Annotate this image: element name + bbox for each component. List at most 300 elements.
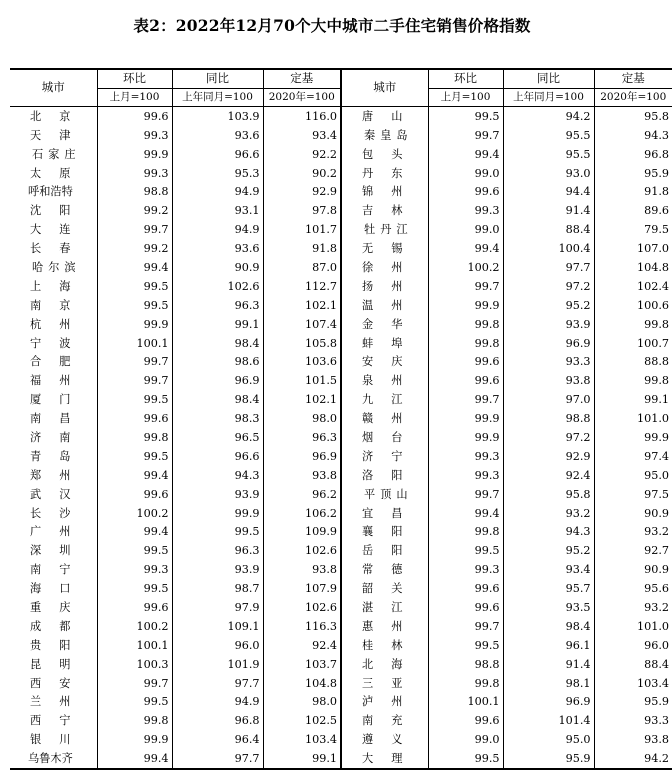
city-name-right: 湛江 <box>341 598 428 617</box>
base-value-left: 102.1 <box>263 390 341 409</box>
mom-value-left: 99.5 <box>97 447 172 466</box>
city-name-right: 宜昌 <box>341 504 428 523</box>
table-row <box>10 201 672 220</box>
mom-value-right: 99.7 <box>428 277 503 296</box>
mom-header-left: 环比 <box>97 69 172 89</box>
yoy-value-left: 99.9 <box>172 504 263 523</box>
city-name-left: 沈阳 <box>30 204 89 218</box>
yoy-value-right: 93.3 <box>503 353 594 372</box>
city-name-right: 牡丹江 <box>341 220 428 239</box>
base-value-right: 102.4 <box>594 277 672 296</box>
yoy-value-right: 100.4 <box>503 239 594 258</box>
mom-value-right: 99.9 <box>428 409 503 428</box>
city-name-right: 徐州 <box>341 258 428 277</box>
yoy-value-left: 96.8 <box>172 712 263 731</box>
mom-value-right: 99.6 <box>428 353 503 372</box>
city-name-right: 泉州 <box>341 371 428 390</box>
base-value-right: 95.9 <box>594 693 672 712</box>
yoy-value-right: 95.2 <box>503 541 594 560</box>
table-row <box>10 334 672 353</box>
mom-value-left: 100.2 <box>97 617 172 636</box>
base-value-left: 97.8 <box>263 201 341 220</box>
table-row <box>10 371 672 390</box>
yoy-value-right: 96.9 <box>503 693 594 712</box>
yoy-value-left: 94.9 <box>172 183 263 202</box>
city-name-right: 唐山 <box>341 107 428 126</box>
mom-value-right: 99.9 <box>428 428 503 447</box>
city-name-right: 丹东 <box>341 164 428 183</box>
city-name-left: 福州 <box>30 374 89 388</box>
mom-value-left: 99.4 <box>97 466 172 485</box>
table-row <box>10 523 672 542</box>
yoy-value-left: 96.0 <box>172 636 263 655</box>
table-row <box>10 428 672 447</box>
yoy-value-left: 97.9 <box>172 598 263 617</box>
base-value-left: 102.5 <box>263 712 341 731</box>
base-value-left: 104.8 <box>263 674 341 693</box>
mom-value-right: 99.8 <box>428 334 503 353</box>
yoy-value-left: 93.6 <box>172 239 263 258</box>
yoy-value-left: 96.4 <box>172 730 263 749</box>
yoy-value-left: 94.3 <box>172 466 263 485</box>
base-value-right: 97.5 <box>594 485 672 504</box>
base-value-left: 102.6 <box>263 598 341 617</box>
base-value-left: 102.6 <box>263 541 341 560</box>
base-value-left: 101.5 <box>263 371 341 390</box>
table-row <box>10 541 672 560</box>
city-name-right: 赣州 <box>341 409 428 428</box>
city-name-right: 秦皇岛 <box>341 126 428 145</box>
base-value-right: 90.9 <box>594 560 672 579</box>
table-row <box>10 749 672 769</box>
mom-value-left: 99.7 <box>97 371 172 390</box>
table-body <box>10 107 672 770</box>
yoy-value-left: 96.9 <box>172 371 263 390</box>
yoy-value-right: 97.0 <box>503 390 594 409</box>
yoy-value-right: 93.0 <box>503 164 594 183</box>
city-header-right: 城市 <box>341 69 428 107</box>
base-value-right: 100.6 <box>594 296 672 315</box>
city-name-left: 重庆 <box>30 601 89 614</box>
mom-value-right: 99.6 <box>428 598 503 617</box>
base-value-right: 93.8 <box>594 730 672 749</box>
city-name-right: 九江 <box>341 390 428 409</box>
base-value-right: 95.6 <box>594 579 672 598</box>
base-value-left: 87.0 <box>263 258 341 277</box>
city-name-right: 桂林 <box>341 636 428 655</box>
city-name-left: 南宁 <box>30 563 89 577</box>
yoy-value-right: 93.4 <box>503 560 594 579</box>
mom-value-left: 99.7 <box>97 674 172 693</box>
mom-value-left: 100.1 <box>97 636 172 655</box>
base-header-left: 定基 <box>263 69 341 89</box>
city-name-right: 包头 <box>341 145 428 164</box>
mom-value-right: 99.6 <box>428 183 503 202</box>
yoy-value-left: 109.1 <box>172 617 263 636</box>
city-name-left: 济南 <box>30 430 89 444</box>
yoy-value-right: 94.4 <box>503 183 594 202</box>
yoy-value-left: 96.5 <box>172 428 263 447</box>
city-name-left: 深圳 <box>30 544 89 558</box>
city-name-right: 蚌埠 <box>341 334 428 353</box>
mom-value-right: 99.3 <box>428 466 503 485</box>
mom-value-left: 99.5 <box>97 277 172 296</box>
table-row <box>10 466 672 485</box>
mom-value-right: 99.8 <box>428 315 503 334</box>
base-value-left: 109.9 <box>263 523 341 542</box>
table-row <box>10 145 672 164</box>
mom-value-left: 99.6 <box>97 485 172 504</box>
yoy-value-right: 97.7 <box>503 258 594 277</box>
yoy-value-left: 97.7 <box>172 674 263 693</box>
yoy-value-left: 99.5 <box>172 523 263 542</box>
mom-header-right: 环比 <box>428 69 503 89</box>
mom-sub-header-right: 上月=100 <box>428 89 503 107</box>
table-row <box>10 504 672 523</box>
mom-value-left: 100.2 <box>97 504 172 523</box>
city-name-right: 温州 <box>341 296 428 315</box>
mom-value-left: 99.3 <box>97 560 172 579</box>
mom-value-right: 99.0 <box>428 730 503 749</box>
city-name-left: 长春 <box>30 242 89 256</box>
mom-value-right: 99.3 <box>428 201 503 220</box>
base-value-right: 94.3 <box>594 126 672 145</box>
base-value-right: 107.0 <box>594 239 672 258</box>
yoy-value-right: 98.4 <box>503 617 594 636</box>
yoy-value-right: 101.4 <box>503 712 594 731</box>
city-name-right: 南充 <box>341 712 428 731</box>
yoy-value-right: 95.5 <box>503 145 594 164</box>
city-name-left: 厦门 <box>30 393 89 407</box>
mom-value-left: 99.2 <box>97 201 172 220</box>
yoy-value-right: 95.8 <box>503 485 594 504</box>
yoy-sub-header-left: 上年同月=100 <box>172 89 263 107</box>
base-value-right: 95.0 <box>594 466 672 485</box>
base-value-right: 93.3 <box>594 712 672 731</box>
city-name-right: 烟台 <box>341 428 428 447</box>
yoy-value-right: 97.2 <box>503 428 594 447</box>
city-name-left: 南昌 <box>30 412 89 426</box>
mom-value-left: 99.5 <box>97 296 172 315</box>
mom-value-right: 99.5 <box>428 541 503 560</box>
table-row <box>10 183 672 202</box>
yoy-value-left: 94.9 <box>172 220 263 239</box>
mom-value-right: 99.4 <box>428 239 503 258</box>
city-name-left: 西安 <box>30 676 89 690</box>
base-value-right: 96.8 <box>594 145 672 164</box>
yoy-value-left: 97.7 <box>172 749 263 769</box>
base-value-left: 107.4 <box>263 315 341 334</box>
city-name-right: 洛阳 <box>341 466 428 485</box>
base-value-left: 103.4 <box>263 730 341 749</box>
city-name-left: 杭州 <box>30 317 89 331</box>
mom-sub-header-left: 上月=100 <box>97 89 172 107</box>
city-name-left: 成都 <box>30 619 89 633</box>
yoy-header-left: 同比 <box>172 69 263 89</box>
table-row <box>10 390 672 409</box>
base-header-right: 定基 <box>594 69 672 89</box>
base-value-left: 116.0 <box>263 107 341 126</box>
yoy-value-left: 94.9 <box>172 693 263 712</box>
yoy-value-left: 95.3 <box>172 164 263 183</box>
mom-value-left: 99.4 <box>97 258 172 277</box>
city-name-left: 大连 <box>30 223 89 237</box>
base-value-right: 99.8 <box>594 371 672 390</box>
city-name-right: 安庆 <box>341 353 428 372</box>
mom-value-left: 98.8 <box>97 183 172 202</box>
yoy-value-right: 95.5 <box>503 126 594 145</box>
yoy-value-left: 93.9 <box>172 485 263 504</box>
base-value-left: 92.9 <box>263 183 341 202</box>
city-name-left: 太原 <box>30 166 89 180</box>
mom-value-right: 99.7 <box>428 485 503 504</box>
mom-value-left: 99.9 <box>97 145 172 164</box>
table-row <box>10 560 672 579</box>
table-row <box>10 447 672 466</box>
city-name-left: 贵阳 <box>30 638 89 652</box>
yoy-value-left: 96.3 <box>172 541 263 560</box>
yoy-value-left: 96.3 <box>172 296 263 315</box>
yoy-sub-header-right: 上年同月=100 <box>503 89 594 107</box>
yoy-value-right: 95.2 <box>503 296 594 315</box>
city-name-right: 无锡 <box>341 239 428 258</box>
mom-value-left: 99.7 <box>97 220 172 239</box>
base-value-right: 96.0 <box>594 636 672 655</box>
mom-value-left: 99.7 <box>97 353 172 372</box>
mom-value-right: 99.0 <box>428 220 503 239</box>
base-sub-header-right: 2020年=100 <box>594 89 672 107</box>
base-value-left: 96.3 <box>263 428 341 447</box>
city-name-right: 韶关 <box>341 579 428 598</box>
city-name-left: 宁波 <box>30 336 89 350</box>
base-value-right: 101.0 <box>594 617 672 636</box>
yoy-value-left: 101.9 <box>172 655 263 674</box>
yoy-value-right: 95.0 <box>503 730 594 749</box>
yoy-value-right: 92.4 <box>503 466 594 485</box>
base-value-left: 96.9 <box>263 447 341 466</box>
yoy-value-left: 103.9 <box>172 107 263 126</box>
city-name-right: 北海 <box>341 655 428 674</box>
mom-value-right: 99.9 <box>428 296 503 315</box>
city-name-right: 三亚 <box>341 674 428 693</box>
mom-value-right: 99.6 <box>428 579 503 598</box>
city-name-left: 北京 <box>30 109 89 123</box>
mom-value-left: 99.8 <box>97 712 172 731</box>
yoy-value-right: 93.5 <box>503 598 594 617</box>
yoy-value-left: 98.4 <box>172 334 263 353</box>
table-row <box>10 636 672 655</box>
city-name-right: 惠州 <box>341 617 428 636</box>
yoy-value-left: 90.9 <box>172 258 263 277</box>
mom-value-right: 99.6 <box>428 712 503 731</box>
table-row <box>10 485 672 504</box>
base-value-right: 99.9 <box>594 428 672 447</box>
mom-value-right: 99.5 <box>428 636 503 655</box>
yoy-value-left: 98.6 <box>172 353 263 372</box>
city-name-left: 青岛 <box>30 449 89 463</box>
city-name-left: 海口 <box>30 582 89 596</box>
city-name-right: 泸州 <box>341 693 428 712</box>
mom-value-right: 99.8 <box>428 523 503 542</box>
mom-value-right: 99.6 <box>428 371 503 390</box>
mom-value-right: 99.8 <box>428 674 503 693</box>
base-value-right: 91.8 <box>594 183 672 202</box>
base-value-left: 90.2 <box>263 164 341 183</box>
mom-value-left: 99.6 <box>97 107 172 126</box>
yoy-value-right: 94.3 <box>503 523 594 542</box>
table-row <box>10 107 672 126</box>
base-value-left: 92.2 <box>263 145 341 164</box>
base-value-left: 92.4 <box>263 636 341 655</box>
table-row <box>10 598 672 617</box>
city-name-left: 长沙 <box>30 506 89 520</box>
base-value-right: 101.0 <box>594 409 672 428</box>
city-name-right: 岳阳 <box>341 541 428 560</box>
city-name-left: 合肥 <box>30 355 89 369</box>
base-value-right: 88.4 <box>594 655 672 674</box>
table-row <box>10 712 672 731</box>
table-row <box>10 693 672 712</box>
city-name-right: 吉林 <box>341 201 428 220</box>
base-value-left: 116.3 <box>263 617 341 636</box>
base-value-right: 88.8 <box>594 353 672 372</box>
table-row <box>10 220 672 239</box>
yoy-value-right: 96.9 <box>503 334 594 353</box>
yoy-value-right: 98.1 <box>503 674 594 693</box>
base-value-right: 99.1 <box>594 390 672 409</box>
mom-value-left: 99.4 <box>97 523 172 542</box>
yoy-value-right: 91.4 <box>503 201 594 220</box>
table-row <box>10 409 672 428</box>
yoy-value-right: 92.9 <box>503 447 594 466</box>
base-value-right: 90.9 <box>594 504 672 523</box>
table-row <box>10 730 672 749</box>
base-value-left: 101.7 <box>263 220 341 239</box>
mom-value-right: 99.4 <box>428 504 503 523</box>
base-value-left: 102.1 <box>263 296 341 315</box>
base-value-right: 97.4 <box>594 447 672 466</box>
yoy-value-right: 96.1 <box>503 636 594 655</box>
yoy-header-right: 同比 <box>503 69 594 89</box>
yoy-value-left: 98.4 <box>172 390 263 409</box>
city-name-right: 平顶山 <box>341 485 428 504</box>
city-header-left: 城市 <box>10 69 97 107</box>
base-sub-header-left: 2020年=100 <box>263 89 341 107</box>
base-value-left: 93.8 <box>263 560 341 579</box>
table-row <box>10 126 672 145</box>
mom-value-left: 99.5 <box>97 541 172 560</box>
city-name-left: 兰州 <box>30 695 89 709</box>
city-name-left: 呼和浩特 <box>28 185 73 199</box>
city-name-right: 遵义 <box>341 730 428 749</box>
mom-value-left: 99.5 <box>97 579 172 598</box>
mom-value-right: 99.0 <box>428 164 503 183</box>
mom-value-left: 99.8 <box>97 428 172 447</box>
mom-value-left: 99.3 <box>97 164 172 183</box>
mom-value-left: 99.9 <box>97 315 172 334</box>
table-row <box>10 353 672 372</box>
yoy-value-left: 93.1 <box>172 201 263 220</box>
table-row <box>10 674 672 693</box>
base-value-right: 100.7 <box>594 334 672 353</box>
yoy-value-right: 93.9 <box>503 315 594 334</box>
city-name-left: 上海 <box>30 279 89 293</box>
table-row <box>10 579 672 598</box>
base-value-left: 107.9 <box>263 579 341 598</box>
yoy-value-left: 98.3 <box>172 409 263 428</box>
yoy-value-right: 95.9 <box>503 749 594 769</box>
base-value-right: 94.2 <box>594 749 672 769</box>
city-name-right: 济宁 <box>341 447 428 466</box>
city-name-right: 大理 <box>341 749 428 769</box>
mom-value-left: 99.6 <box>97 409 172 428</box>
mom-value-left: 99.6 <box>97 598 172 617</box>
city-name-left: 天津 <box>30 128 89 142</box>
city-name-right: 锦州 <box>341 183 428 202</box>
base-value-left: 98.0 <box>263 693 341 712</box>
base-value-right: 103.4 <box>594 674 672 693</box>
mom-value-right: 99.5 <box>428 107 503 126</box>
table-row <box>10 315 672 334</box>
table-row <box>10 164 672 183</box>
base-value-left: 98.0 <box>263 409 341 428</box>
city-name-left: 乌鲁木齐 <box>10 749 97 769</box>
table-row <box>10 258 672 277</box>
mom-value-left: 99.4 <box>97 749 172 769</box>
yoy-value-left: 93.9 <box>172 560 263 579</box>
table-row <box>10 296 672 315</box>
table-row <box>10 655 672 674</box>
table-row <box>10 239 672 258</box>
mom-value-right: 99.5 <box>428 749 503 769</box>
city-name-right: 襄阳 <box>341 523 428 542</box>
table-row <box>10 277 672 296</box>
base-value-left: 103.7 <box>263 655 341 674</box>
mom-value-right: 99.3 <box>428 447 503 466</box>
mom-value-left: 99.5 <box>97 390 172 409</box>
mom-value-right: 99.4 <box>428 145 503 164</box>
base-value-left: 91.8 <box>263 239 341 258</box>
base-value-right: 104.8 <box>594 258 672 277</box>
base-value-right: 92.7 <box>594 541 672 560</box>
base-value-right: 95.8 <box>594 107 672 126</box>
base-value-left: 103.6 <box>263 353 341 372</box>
base-value-left: 96.2 <box>263 485 341 504</box>
yoy-value-left: 96.6 <box>172 145 263 164</box>
mom-value-right: 100.1 <box>428 693 503 712</box>
mom-value-right: 99.7 <box>428 126 503 145</box>
base-value-left: 93.4 <box>263 126 341 145</box>
base-value-left: 105.8 <box>263 334 341 353</box>
mom-value-left: 100.3 <box>97 655 172 674</box>
city-name-left: 西宁 <box>30 714 89 728</box>
city-name-right: 扬州 <box>341 277 428 296</box>
city-name-left: 哈尔滨 <box>32 260 81 274</box>
yoy-value-left: 98.7 <box>172 579 263 598</box>
city-name-right: 常德 <box>341 560 428 579</box>
yoy-value-right: 93.2 <box>503 504 594 523</box>
mom-value-right: 99.3 <box>428 560 503 579</box>
mom-value-left: 99.9 <box>97 730 172 749</box>
mom-value-left: 100.1 <box>97 334 172 353</box>
city-name-left: 南京 <box>30 298 89 312</box>
city-name-left: 武汉 <box>30 487 89 501</box>
yoy-value-left: 99.1 <box>172 315 263 334</box>
mom-value-left: 99.2 <box>97 239 172 258</box>
yoy-value-right: 91.4 <box>503 655 594 674</box>
base-value-right: 93.2 <box>594 523 672 542</box>
base-value-left: 106.2 <box>263 504 341 523</box>
